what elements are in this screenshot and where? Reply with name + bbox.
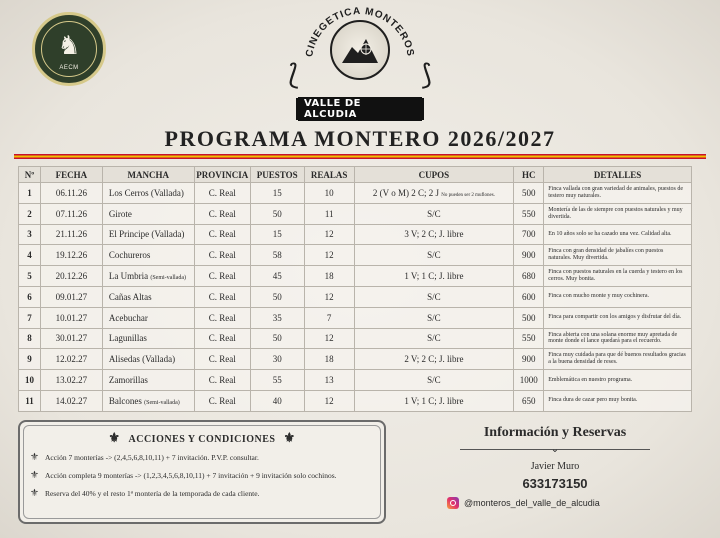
row-provincia: C. Real [194, 370, 250, 391]
row-realas: 12 [304, 286, 354, 307]
row-hc: 700 [514, 224, 544, 245]
row-date: 09.01.27 [40, 286, 102, 307]
row-provincia: C. Real [194, 224, 250, 245]
row-realas: 12 [304, 390, 354, 411]
antler-right-icon: ⟆ [421, 60, 432, 91]
table-row [19, 307, 692, 328]
row-cupos: S/C [354, 328, 514, 349]
row-hc: 600 [514, 286, 544, 307]
row-date: 21.11.26 [40, 224, 102, 245]
row-realas: 11 [304, 203, 354, 224]
row-cupos: 1 V; 1 C; J. libre [354, 266, 514, 287]
table-header-cell: MANCHA [102, 167, 194, 183]
deer-head-icon: ♞ [57, 31, 81, 60]
row-provincia: C. Real [194, 203, 250, 224]
row-provincia: C. Real [194, 245, 250, 266]
table-header-cell: PUESTOS [250, 167, 304, 183]
antler-bullet-icon: ⚜ [30, 470, 39, 481]
row-provincia: C. Real [194, 286, 250, 307]
table-row [19, 224, 692, 245]
row-puestos: 50 [250, 286, 304, 307]
row-hc: 550 [514, 203, 544, 224]
antler-left-icon: ⟅ [288, 60, 299, 91]
row-cupos: S/C [354, 370, 514, 391]
row-cupos: 2 (V o M) 2 C; 2 J No pueden ser 2 muflones. [354, 183, 514, 204]
mountain-emblem-icon [330, 20, 390, 80]
conditions-heading [20, 430, 384, 446]
row-number: 10 [19, 370, 41, 391]
row-detalles: Finca abierta con una solana enorme muy apretada de monte donde el lance quedará para el recuerdo. [544, 328, 692, 349]
table-row [19, 370, 692, 391]
table-row [19, 286, 692, 307]
antler-icon: ⚜ [108, 430, 121, 445]
row-date: 20.12.26 [40, 266, 102, 287]
row-number: 9 [19, 349, 41, 370]
row-puestos: 35 [250, 307, 304, 328]
row-date: 06.11.26 [40, 183, 102, 204]
table-row [19, 203, 692, 224]
row-number: 8 [19, 328, 41, 349]
club-banner-text: VALLE DE ALCUDIA [298, 97, 422, 121]
instagram-handle[interactable] [447, 496, 600, 510]
contact-phone[interactable]: 633173150 [522, 476, 588, 491]
contact-name: Javier Muro [530, 461, 580, 472]
row-puestos: 15 [250, 183, 304, 204]
row-puestos: 15 [250, 224, 304, 245]
table-header-cell: HC [514, 167, 544, 183]
info-title: Información y Reservas [483, 425, 627, 440]
row-cupos: S/C [354, 307, 514, 328]
table-row [19, 245, 692, 266]
table-header-row [19, 167, 692, 183]
row-hc: 550 [514, 328, 544, 349]
table-row [19, 349, 692, 370]
club-banner [296, 98, 424, 120]
conditions-title: ACCIONES Y CONDICIONES [128, 434, 276, 445]
row-cupos: 2 V; 2 C; J. libre [354, 349, 514, 370]
row-date: 30.01.27 [40, 328, 102, 349]
row-mancha: Lagunillas [102, 328, 194, 349]
mancha-note: (Semi-vallada) [150, 275, 186, 282]
row-date: 19.12.26 [40, 245, 102, 266]
table-header-cell: CUPOS [354, 167, 514, 183]
table-row [19, 266, 692, 287]
row-detalles: Finca muy cuidada para que dé buenos resultados gracias a la buena densidad de reses. [544, 349, 692, 370]
row-realas: 7 [304, 307, 354, 328]
row-puestos: 50 [250, 203, 304, 224]
row-hc: 680 [514, 266, 544, 287]
row-realas: 10 [304, 183, 354, 204]
row-provincia: C. Real [194, 390, 250, 411]
row-puestos: 45 [250, 266, 304, 287]
row-detalles: Emblemática en nuestro programa. [544, 370, 692, 391]
row-number: 7 [19, 307, 41, 328]
row-mancha: Cochureros [102, 245, 194, 266]
row-hc: 900 [514, 245, 544, 266]
row-mancha: Acebuchar [102, 307, 194, 328]
row-provincia: C. Real [194, 349, 250, 370]
club-logo [282, 2, 438, 124]
program-table [18, 166, 692, 412]
row-hc: 650 [514, 390, 544, 411]
row-detalles: En 10 años solo se ha cazado una vez. Calidad alta. [544, 224, 692, 245]
row-mancha: Zamorillas [102, 370, 194, 391]
table-header-cell: DETALLES [544, 167, 692, 183]
row-puestos: 58 [250, 245, 304, 266]
page-title: PROGRAMA MONTERO 2026/2027 [164, 126, 556, 151]
row-cupos: 1 V; 1 C; J. libre [354, 390, 514, 411]
flag-divider [14, 154, 706, 159]
antler-bullet-icon: ⚜ [30, 452, 39, 463]
row-mancha: Balcones (Semi-vallada) [102, 390, 194, 411]
row-realas: 13 [304, 370, 354, 391]
row-puestos: 55 [250, 370, 304, 391]
row-hc: 500 [514, 183, 544, 204]
row-cupos: 3 V; 2 C; J. libre [354, 224, 514, 245]
row-date: 12.02.27 [40, 349, 102, 370]
mancha-note: (Semi-vallada) [144, 399, 180, 406]
chevron-down-icon: ⌄ [550, 444, 560, 455]
row-puestos: 30 [250, 349, 304, 370]
row-mancha: Los Cerros (Vallada) [102, 183, 194, 204]
condition-item: ⚜ Acción completa 9 monterías -> (1,2,3,4,5,6,8,10,11) + 7 invitación + 9 invitación solo cochinos. [30, 470, 337, 481]
row-number: 6 [19, 286, 41, 307]
row-detalles: Finca con puestos naturales en la cuerda y testero en los cerros. Muy bonita. [544, 266, 692, 287]
association-badge-text: AECM [59, 65, 79, 71]
row-number: 1 [19, 183, 41, 204]
row-detalles: Montería de las de siempre con puestos naturales y muy divertida. [544, 203, 692, 224]
row-hc: 900 [514, 349, 544, 370]
table-header-cell: FECHA [40, 167, 102, 183]
row-number: 2 [19, 203, 41, 224]
row-detalles: Finca con mucho monte y muy cochinera. [544, 286, 692, 307]
row-realas: 12 [304, 328, 354, 349]
row-mancha: Girote [102, 203, 194, 224]
row-realas: 12 [304, 245, 354, 266]
row-date: 14.02.27 [40, 390, 102, 411]
conditions-box [18, 420, 386, 524]
row-provincia: C. Real [194, 307, 250, 328]
row-mancha: Alisedas (Vallada) [102, 349, 194, 370]
instagram-text: @monteros_del_valle_de_alcudia [464, 498, 600, 508]
table-header-cell: PROVINCIA [194, 167, 250, 183]
row-provincia: C. Real [194, 183, 250, 204]
table-header-cell: Nº [19, 167, 41, 183]
row-detalles: Finca para compartir con los amigos y disfrutar del día. [544, 307, 692, 328]
row-puestos: 50 [250, 328, 304, 349]
row-number: 3 [19, 224, 41, 245]
row-date: 10.01.27 [40, 307, 102, 328]
row-provincia: C. Real [194, 266, 250, 287]
antler-icon: ⚜ [283, 430, 296, 445]
row-mancha: Cañas Altas [102, 286, 194, 307]
table-body [19, 183, 692, 412]
table-row [19, 328, 692, 349]
row-cupos: S/C [354, 286, 514, 307]
row-number: 4 [19, 245, 41, 266]
instagram-icon [447, 497, 459, 509]
table-row [19, 390, 692, 411]
row-realas: 18 [304, 266, 354, 287]
row-hc: 500 [514, 307, 544, 328]
row-realas: 12 [304, 224, 354, 245]
row-provincia: C. Real [194, 328, 250, 349]
row-mancha: El Principe (Vallada) [102, 224, 194, 245]
row-detalles: Finca con gran densidad de jabalíes con puestos naturales. Muy divertida. [544, 245, 692, 266]
table-header-cell: REALAS [304, 167, 354, 183]
row-puestos: 40 [250, 390, 304, 411]
row-number: 11 [19, 390, 41, 411]
table-row [19, 183, 692, 204]
antler-bullet-icon: ⚜ [30, 488, 39, 499]
condition-item: ⚜ Acción 7 monterías -> (2,4,5,6,8,10,11) + 7 invitación. P.V.P. consultar. [30, 452, 259, 463]
row-number: 5 [19, 266, 41, 287]
row-date: 13.02.27 [40, 370, 102, 391]
row-hc: 1000 [514, 370, 544, 391]
row-cupos: S/C [354, 203, 514, 224]
row-realas: 18 [304, 349, 354, 370]
row-mancha: La Umbria (Semi-vallada) [102, 266, 194, 287]
row-detalles: Finca vallada con gran variedad de animales, puestos de testero muy naturales. [544, 183, 692, 204]
club-name: CINEGETICA MONTEROS [304, 5, 416, 58]
condition-item: ⚜ Reserva del 40% y el resto 1ª montería de la temporada de cada cliente. [30, 488, 260, 499]
row-date: 07.11.26 [40, 203, 102, 224]
row-detalles: Finca dura de cazar pero muy bonita. [544, 390, 692, 411]
cupos-note: No pueden ser 2 muflones. [441, 192, 495, 198]
row-cupos: S/C [354, 245, 514, 266]
association-badge [32, 12, 106, 86]
